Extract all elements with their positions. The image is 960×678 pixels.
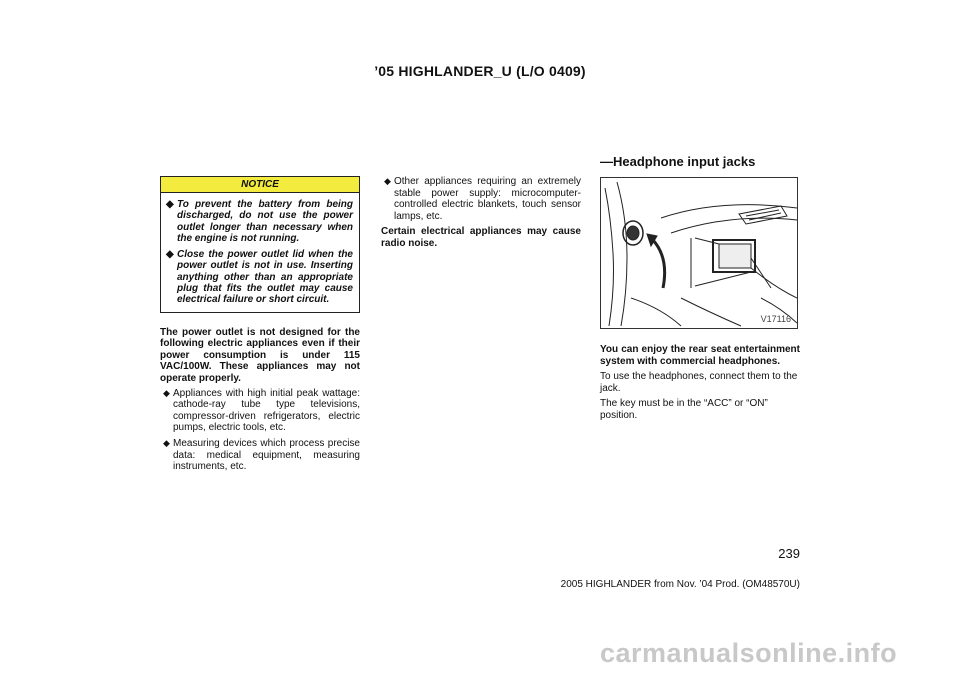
list-item-text: Measuring devices which process precise data: medical equipment, measuring instruments, etc. [173, 438, 360, 473]
outlet-intro-paragraph: The power outlet is not designed for the following electric appliances even if their power consumption is under 115 VAC/100W. These appliances may not operate properly. [160, 326, 360, 385]
headphone-usage-paragraph: To use the headphones, connect them to the jack. [600, 371, 798, 394]
notice-item [166, 199, 353, 244]
list-item-text: Appliances with high initial peak wattage: cathode-ray tube type televisions, compressor-driven refrigerators, electric pumps, electric tools, etc. [173, 387, 360, 434]
figure-code: V17116 [760, 314, 791, 325]
notice-body [161, 193, 359, 312]
section-title: —Headphone input jacks [600, 154, 756, 169]
key-position-paragraph: The key must be in the “ACC” or “ON” position. [600, 398, 768, 421]
page-number: 239 [778, 546, 800, 561]
notice-heading: NOTICE [161, 177, 359, 193]
list-item [160, 438, 360, 473]
radio-noise-paragraph: Certain electrical appliances may cause radio noise. [381, 226, 581, 249]
headphone-jack-illustration [600, 177, 798, 329]
middle-column [381, 176, 581, 250]
notice-box [160, 176, 360, 313]
headphone-intro-paragraph: You can enjoy the rear seat entertainment system with commercial headphones. [600, 344, 800, 367]
notice-item-text: To prevent the battery from being discharged, do not use the power outlet longer than necessary when the engine is not running. [177, 199, 353, 244]
diamond-bullet-icon: ◆ [384, 176, 391, 186]
headphone-jack-drawing [601, 178, 797, 328]
diamond-bullet-icon: ◆ [163, 438, 170, 449]
list-item [160, 388, 360, 434]
diamond-bullet-icon: ◆ [163, 387, 170, 398]
left-column [160, 176, 360, 477]
notice-item [166, 249, 353, 305]
page-header-title: ’05 HIGHLANDER_U (L/O 0409) [374, 63, 586, 79]
notice-item-text: Close the power outlet lid when the power outlet is not in use. Inserting anything other than an appropriate plug that fits the outlet may cause electrical failure or short circuit. [177, 249, 353, 306]
diamond-bullet-icon: ◆ [166, 249, 174, 261]
list-item [381, 176, 581, 222]
footer-text: 2005 HIGHLANDER from Nov. ’04 Prod. (OM48570U) [560, 579, 800, 590]
diamond-bullet-icon: ◆ [166, 199, 174, 210]
right-column [600, 155, 800, 422]
list-item-text: Other appliances requiring an extremely stable power supply: microcomputer-controlled electric blankets, touch sensor lamps, etc. [394, 176, 581, 222]
watermark-text: carmanualsonline.info [600, 638, 898, 668]
